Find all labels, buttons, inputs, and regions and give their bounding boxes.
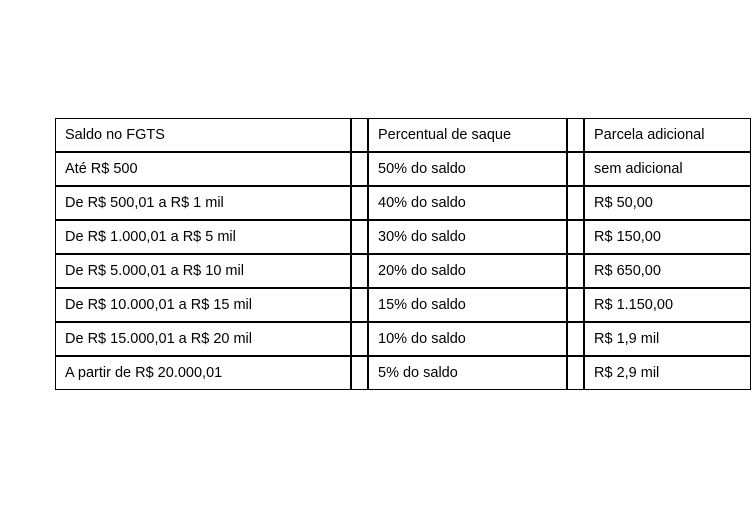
- cell-saldo: De R$ 10.000,01 a R$ 15 mil: [55, 288, 351, 322]
- cell-parcela: sem adicional: [584, 152, 751, 186]
- fgts-table: [55, 118, 751, 390]
- table-row: [55, 152, 751, 186]
- column-spacer: [351, 356, 368, 390]
- column-spacer: [567, 254, 584, 288]
- cell-saldo: De R$ 500,01 a R$ 1 mil: [55, 186, 351, 220]
- column-spacer: [351, 220, 368, 254]
- column-spacer: [567, 220, 584, 254]
- cell-parcela: R$ 1,9 mil: [584, 322, 751, 356]
- cell-parcela: R$ 50,00: [584, 186, 751, 220]
- table-row: [55, 220, 751, 254]
- cell-saldo: De R$ 5.000,01 a R$ 10 mil: [55, 254, 351, 288]
- cell-saldo: De R$ 15.000,01 a R$ 20 mil: [55, 322, 351, 356]
- column-spacer: [567, 152, 584, 186]
- table-row: [55, 186, 751, 220]
- cell-parcela: R$ 150,00: [584, 220, 751, 254]
- column-spacer: [351, 254, 368, 288]
- cell-percentual: 10% do saldo: [368, 322, 567, 356]
- cell-parcela: R$ 650,00: [584, 254, 751, 288]
- column-spacer: [351, 288, 368, 322]
- column-spacer: [351, 118, 368, 152]
- column-spacer: [567, 186, 584, 220]
- column-header-parcela: Parcela adicional: [584, 118, 751, 152]
- column-spacer: [567, 288, 584, 322]
- column-spacer: [351, 152, 368, 186]
- cell-saldo: Até R$ 500: [55, 152, 351, 186]
- cell-percentual: 50% do saldo: [368, 152, 567, 186]
- cell-percentual: 20% do saldo: [368, 254, 567, 288]
- cell-parcela: R$ 1.150,00: [584, 288, 751, 322]
- cell-percentual: 30% do saldo: [368, 220, 567, 254]
- table-header-row: [55, 118, 751, 152]
- column-spacer: [567, 356, 584, 390]
- column-header-saldo: Saldo no FGTS: [55, 118, 351, 152]
- column-spacer: [351, 322, 368, 356]
- table-row: [55, 254, 751, 288]
- cell-percentual: 5% do saldo: [368, 356, 567, 390]
- table-row: [55, 356, 751, 390]
- cell-parcela: R$ 2,9 mil: [584, 356, 751, 390]
- table-row: [55, 322, 751, 356]
- column-header-percentual: Percentual de saque: [368, 118, 567, 152]
- column-spacer: [567, 118, 584, 152]
- table-row: [55, 288, 751, 322]
- cell-percentual: 40% do saldo: [368, 186, 567, 220]
- column-spacer: [567, 322, 584, 356]
- column-spacer: [351, 186, 368, 220]
- cell-saldo: De R$ 1.000,01 a R$ 5 mil: [55, 220, 351, 254]
- cell-saldo: A partir de R$ 20.000,01: [55, 356, 351, 390]
- cell-percentual: 15% do saldo: [368, 288, 567, 322]
- fgts-table-container: [55, 118, 751, 390]
